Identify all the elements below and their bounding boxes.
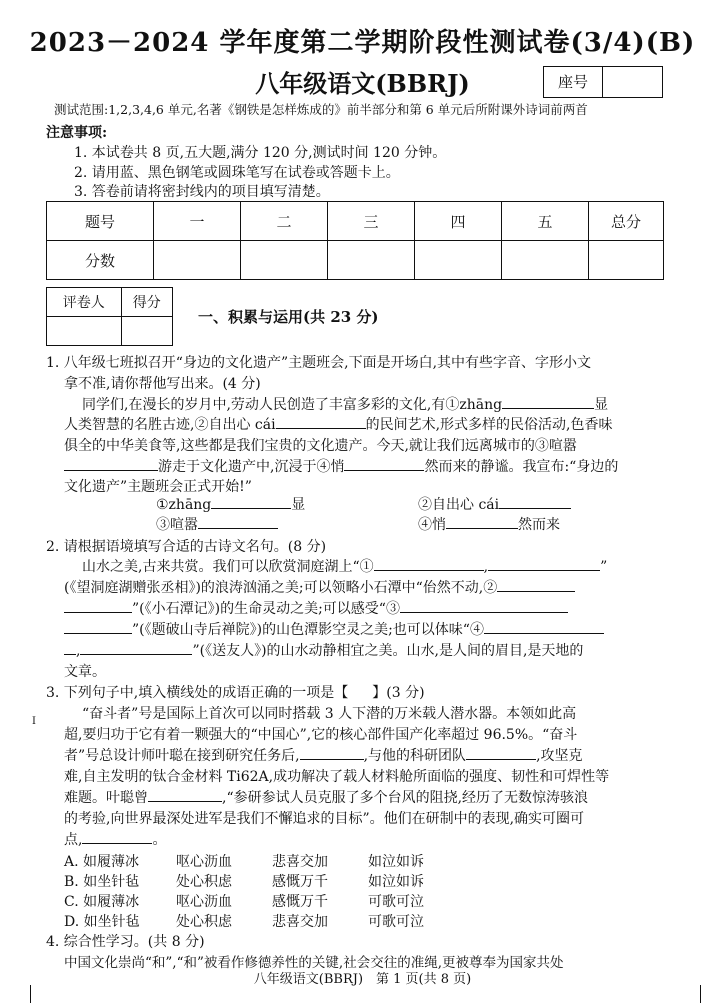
q1-passage-line: 文化遗产”主题班会正式开始!” bbox=[64, 479, 252, 495]
answer-blank[interactable] bbox=[211, 494, 291, 509]
score-cell: 五 bbox=[502, 202, 589, 241]
option-text: 感慨万千 bbox=[272, 874, 328, 890]
answer-blank[interactable] bbox=[488, 556, 600, 571]
q1-stem: 1. 八年级七班拟召开“身边的文化遗产”主题班会,下面是开场白,其中有些字音、字形小文 bbox=[46, 355, 592, 371]
answer-blank[interactable] bbox=[80, 640, 192, 655]
option-b[interactable] bbox=[64, 871, 424, 891]
page-footer: 八年级语文(BBRJ) 第 1 页(共 8 页) bbox=[253, 972, 472, 987]
q3-passage-line: 超,要归功于它有着一颗强大的“中国心”,它的核心部件国产化率超过 96.5%。“奋斗 bbox=[64, 727, 578, 743]
score-table bbox=[46, 201, 664, 280]
q1-text: 显 bbox=[594, 397, 609, 413]
seat-number-field[interactable] bbox=[603, 67, 662, 97]
q3-stem-text: 】(3 分) bbox=[372, 685, 425, 701]
option-text: 悲喜交加 bbox=[272, 914, 328, 930]
q1-answer-label: 显 bbox=[291, 497, 306, 513]
q1-passage-line: 俱全的中华美食等,这些都是我们宝贵的文化遗产。今天,就让我们远离城市的③喧嚣 bbox=[64, 438, 577, 454]
q2-passage-line bbox=[82, 556, 607, 576]
q2-passage-line bbox=[64, 577, 575, 597]
crop-mark-right bbox=[690, 985, 701, 1003]
option-text: 如泣如诉 bbox=[368, 854, 424, 870]
answer-blank[interactable] bbox=[499, 494, 571, 509]
q1-passage-line bbox=[64, 456, 618, 476]
score-input-cell[interactable] bbox=[328, 241, 415, 280]
option-text: A. 如履薄冰 bbox=[64, 854, 140, 870]
q1-text: 同学们,在漫长的岁月中,劳动人民创造了丰富多彩的文化,有①zhāng bbox=[82, 397, 503, 413]
q3-text: ,与他的科研团队 bbox=[363, 748, 467, 764]
answer-blank[interactable] bbox=[148, 787, 222, 802]
q3-passage-line bbox=[64, 787, 588, 807]
q3-stem-text: 3. 下列句子中,填入横线处的成语正确的一项是【 bbox=[46, 685, 349, 701]
score-input-cell[interactable] bbox=[502, 241, 589, 280]
option-a[interactable] bbox=[64, 851, 424, 871]
score-row-label: 分数 bbox=[47, 241, 154, 280]
grader-score-label: 得分 bbox=[121, 288, 172, 317]
binding-mark: I bbox=[32, 716, 36, 727]
q3-text: 点, bbox=[64, 832, 83, 848]
q2-text: ”(《小石潭记》)的生命灵动之美;可以感受“③ bbox=[132, 601, 400, 617]
q2-text: , bbox=[483, 559, 489, 575]
option-text: D. 如坐针毡 bbox=[64, 914, 140, 930]
answer-blank[interactable] bbox=[502, 394, 594, 409]
q2-stem: 2. 请根据语境填写合适的古诗文名句。(8 分) bbox=[46, 539, 327, 555]
option-text: 如泣如诉 bbox=[368, 874, 424, 890]
q1-answer-label: ③喧嚣 bbox=[156, 517, 198, 533]
answer-blank[interactable] bbox=[276, 414, 366, 429]
score-input-cell[interactable] bbox=[589, 241, 664, 280]
q3-text: 。 bbox=[152, 832, 167, 848]
option-text: 感慨万千 bbox=[272, 894, 328, 910]
q2-text: , bbox=[76, 643, 81, 659]
grader-score-input-cell[interactable] bbox=[121, 317, 172, 346]
q3-passage-line: “奋斗者”号是国际上首次可以同时搭载 3 人下潜的万米载人潜水器。本领如此高 bbox=[82, 706, 577, 722]
score-cell: 一 bbox=[154, 202, 241, 241]
option-text: 悲喜交加 bbox=[272, 854, 328, 870]
q3-passage-line bbox=[64, 745, 583, 765]
q3-text: 者”号总设计师叶聪在接到研究任务后, bbox=[64, 748, 300, 764]
q2-text: ” bbox=[600, 559, 608, 575]
option-text: 呕心沥血 bbox=[176, 854, 232, 870]
answer-blank[interactable] bbox=[484, 619, 604, 634]
score-input-cell[interactable] bbox=[241, 241, 328, 280]
answer-blank[interactable] bbox=[64, 598, 132, 613]
q1-answer-3 bbox=[156, 514, 278, 534]
exam-subtitle: 八年级语文(BBRJ) bbox=[255, 69, 470, 98]
q3-text: ,攻坚克 bbox=[536, 748, 583, 764]
option-c[interactable] bbox=[64, 891, 424, 911]
score-input-cell[interactable] bbox=[415, 241, 502, 280]
seat-label: 座号 bbox=[544, 67, 603, 97]
option-text: 处心积虑 bbox=[176, 914, 232, 930]
q2-passage-line bbox=[64, 619, 604, 639]
q1-text: 的民间艺术,形式多样的民俗活动,色香味 bbox=[365, 417, 613, 433]
answer-blank[interactable] bbox=[300, 745, 364, 760]
answer-blank[interactable] bbox=[374, 556, 484, 571]
q2-passage-line bbox=[64, 598, 568, 618]
grader-table bbox=[46, 287, 173, 346]
q1-text: 然而来的静谧。我宣布:“身边的 bbox=[424, 459, 619, 475]
option-d[interactable] bbox=[64, 911, 424, 931]
q2-text: ”(《送友人》)的山水动静相宜之美。山水,是人间的眉目,是天地的 bbox=[192, 643, 584, 659]
answer-blank[interactable] bbox=[82, 829, 152, 844]
q3-passage-line: 的考验,向世界最深处进军是我们不懈追求的目标”。他们在研制中的表现,确实可圈可 bbox=[64, 811, 585, 827]
q2-passage-line bbox=[64, 640, 583, 660]
q1-answer-label: ④悄 bbox=[418, 517, 446, 533]
q3-text: ,“参研参试人员克服了多个台风的阻挠,经历了无数惊涛骇浪 bbox=[222, 790, 589, 806]
q1-answer-4 bbox=[418, 514, 560, 534]
score-cell: 总分 bbox=[589, 202, 664, 241]
q4-stem: 4. 综合性学习。(共 8 分) bbox=[46, 934, 205, 950]
crop-mark-left bbox=[30, 985, 41, 1003]
score-cell: 三 bbox=[328, 202, 415, 241]
notice-item: 3. 答卷前请将密封线内的项目填写清楚。 bbox=[74, 184, 330, 200]
q2-text: (《望洞庭湖赠张丞相》)的浪涛汹涌之美;可以领略小石潭中“佁然不动,② bbox=[64, 580, 498, 596]
q1-text: 人类智慧的名胜古迹,②自出心 cái bbox=[64, 417, 276, 433]
score-cell: 题号 bbox=[47, 202, 154, 241]
answer-blank[interactable] bbox=[64, 456, 158, 471]
q2-text: ”(《题破山寺后禅院》)的山色潭影空灵之美;也可以体味“④ bbox=[132, 622, 484, 638]
option-text: 可歌可泣 bbox=[368, 914, 424, 930]
answer-blank[interactable] bbox=[198, 514, 278, 529]
q1-answer-1 bbox=[156, 494, 305, 514]
seat-number-box bbox=[543, 66, 663, 98]
section-title: 一、积累与运用(共 23 分) bbox=[198, 308, 379, 326]
q1-passage-line bbox=[82, 394, 608, 414]
q1-answer-label: 然而来 bbox=[518, 517, 560, 533]
reviewer-label: 评卷人 bbox=[47, 288, 122, 317]
score-cell: 二 bbox=[241, 202, 328, 241]
answer-blank[interactable] bbox=[466, 745, 536, 760]
score-input-cell[interactable] bbox=[154, 241, 241, 280]
score-table-header-row bbox=[47, 202, 664, 241]
q1-answer-label: ①zhāng bbox=[156, 497, 212, 513]
score-cell: 四 bbox=[415, 202, 502, 241]
q1-answer-2 bbox=[418, 494, 571, 514]
q4-passage-line: 中国文化崇尚“和”,“和”被看作修德养性的关键,社会交往的准绳,更被尊奉为国家共处 bbox=[64, 955, 564, 971]
q2-text: 山水之美,古来共赏。我们可以欣赏洞庭湖上“① bbox=[82, 559, 374, 575]
q1-answer-label: ②自出心 cái bbox=[418, 497, 500, 513]
answer-blank[interactable] bbox=[344, 456, 424, 471]
q3-text: 难题。叶聪曾 bbox=[64, 790, 148, 806]
q3-passage-line: 难,自主发明的钛合金材料 Ti62A,成功解决了载人材料舱所面临的强度、韧性和可焊性等 bbox=[64, 769, 610, 785]
q3-passage-line bbox=[64, 829, 166, 849]
test-scope: 测试范围:1,2,3,4,6 单元,名著《钢铁是怎样炼成的》前半部分和第 6 单元后所附课外诗词前两首 bbox=[54, 102, 588, 117]
option-text: C. 如履薄冰 bbox=[64, 894, 140, 910]
answer-blank[interactable] bbox=[446, 514, 518, 529]
q2-passage-line: 文章。 bbox=[64, 664, 106, 680]
q1-stem-cont: 拿不准,请你帮他写出来。(4 分) bbox=[64, 376, 261, 392]
option-text: 处心积虑 bbox=[176, 874, 232, 890]
notice-heading: 注意事项: bbox=[46, 125, 108, 141]
exam-title: 2023－2024 学年度第二学期阶段性测试卷(3/4)(B) bbox=[29, 28, 696, 58]
option-text: 可歌可泣 bbox=[368, 894, 424, 910]
notice-item: 1. 本试卷共 8 页,五大题,满分 120 分,测试时间 120 分钟。 bbox=[74, 145, 447, 161]
notice-item: 2. 请用蓝、黑色钢笔或圆珠笔写在试卷或答题卡上。 bbox=[74, 165, 400, 181]
q3-stem bbox=[46, 682, 425, 702]
answer-blank[interactable] bbox=[497, 577, 575, 592]
option-text: B. 如坐针毡 bbox=[64, 874, 140, 890]
q1-passage-line bbox=[64, 414, 612, 434]
answer-blank[interactable] bbox=[64, 619, 132, 634]
answer-blank[interactable] bbox=[64, 640, 76, 655]
score-table-score-row bbox=[47, 241, 664, 280]
q1-text: 游走于文化遗产中,沉浸于④悄 bbox=[158, 459, 345, 475]
answer-blank[interactable] bbox=[400, 598, 568, 613]
reviewer-input-cell[interactable] bbox=[47, 317, 122, 346]
option-text: 呕心沥血 bbox=[176, 894, 232, 910]
